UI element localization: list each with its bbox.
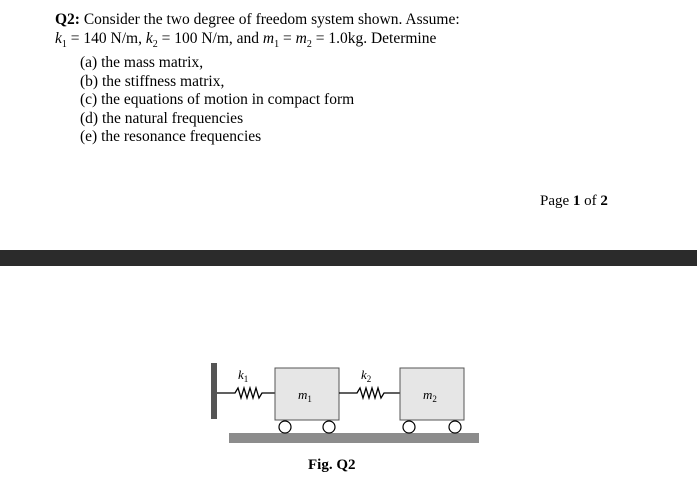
page-of: of	[584, 193, 597, 209]
m2-label: $m_2$	[423, 387, 437, 404]
question-block	[55, 10, 460, 147]
given-values-line: $k_1 = 140$ N/m, $k_2 = 100$ N/m, and $m_1 = m_2 = 1.0kg$. Determine	[55, 30, 437, 51]
k1-label: $k_1$	[238, 367, 249, 384]
spring-k2	[339, 388, 400, 398]
question-part: (d) the natural frequencies	[80, 109, 244, 127]
question-intro-line	[55, 10, 460, 29]
k1-value: 140 N/m	[83, 30, 139, 47]
question-number: Q2:	[55, 11, 80, 28]
question-part: (b) the stiffness matrix,	[80, 72, 225, 90]
mass-value: 1.0	[328, 30, 348, 47]
determine-word: Determine	[370, 30, 437, 47]
page-number	[540, 193, 608, 210]
question-parts-list	[55, 54, 460, 147]
question-intro: Consider the two degree of freedom system shown. Assume:	[83, 11, 460, 28]
two-dof-system-diagram	[205, 355, 495, 455]
connector-word: and	[236, 30, 260, 47]
k2-label: $k_2$	[361, 367, 372, 384]
figure-caption: Fig. Q2	[308, 457, 356, 473]
fixed-wall	[211, 363, 217, 419]
question-part: (e) the resonance frequencies	[80, 128, 262, 146]
question-part: (c) the equations of motion in compact form	[80, 91, 355, 109]
ground-surface	[229, 433, 479, 443]
page-divider	[0, 250, 697, 266]
page-label: Page	[540, 193, 570, 209]
page-total: 2	[600, 193, 608, 209]
question-part: (a) the mass matrix,	[80, 54, 204, 72]
m1-label: $m_1$	[298, 387, 312, 404]
mass-unit: kg	[347, 30, 364, 47]
k2-value: 100 N/m	[174, 30, 229, 47]
page-current: 1	[572, 193, 581, 209]
spring-k1	[217, 388, 275, 398]
